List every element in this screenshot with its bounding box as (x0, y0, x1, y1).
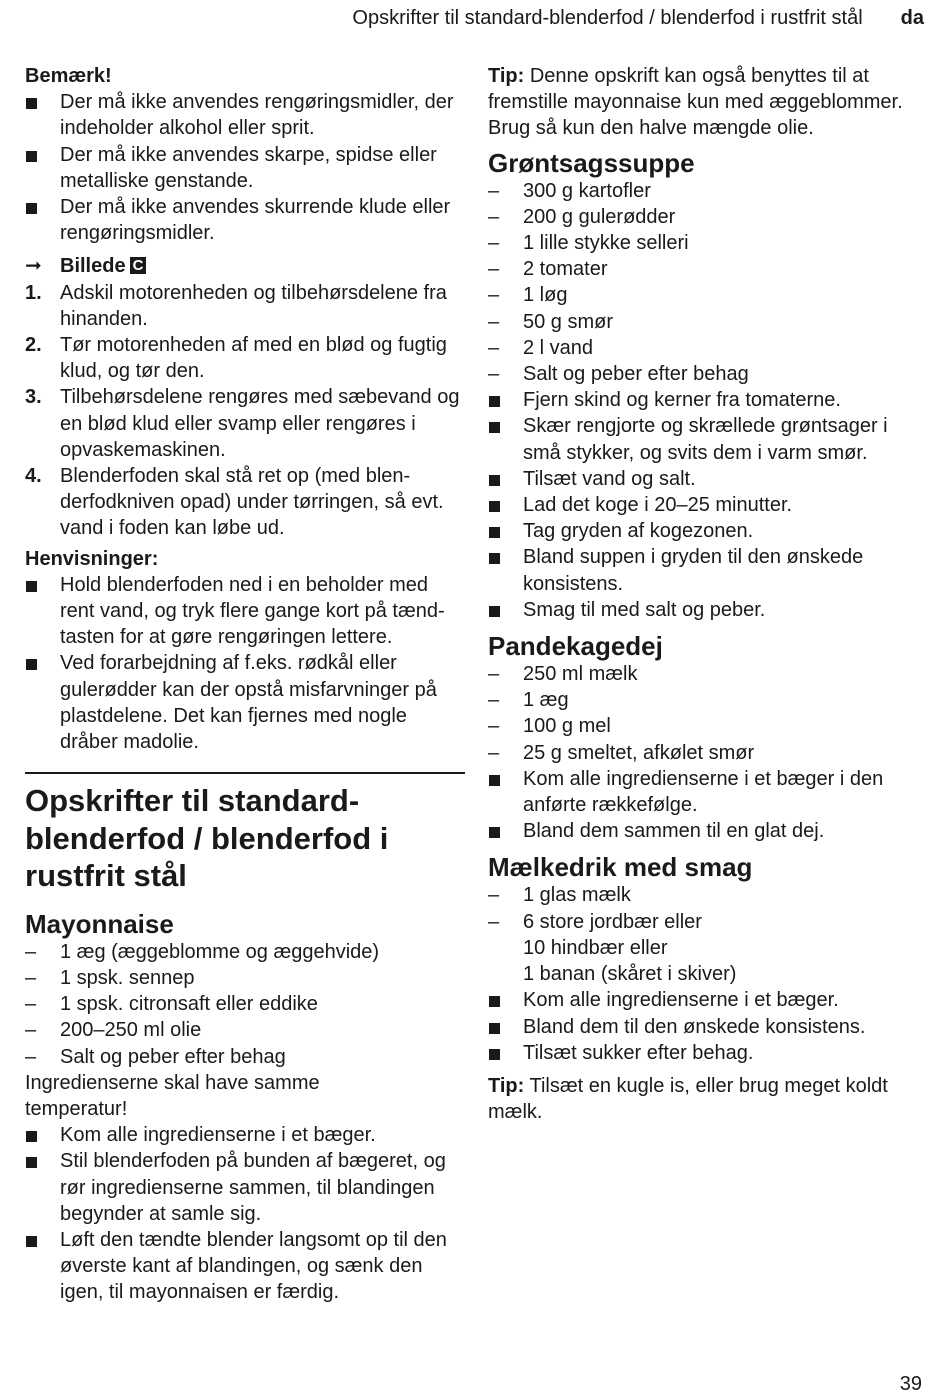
right-column (488, 63, 928, 1125)
step-number: 3. (25, 386, 42, 409)
ingredient-item (25, 939, 465, 965)
arrow-right-icon: ➞ (25, 255, 42, 278)
figure-letter-badge: C (130, 257, 147, 274)
mayonnaise-note: Ingredienserne skal have samme temperatur! (25, 1071, 320, 1120)
recipe-title-milkshake: Mælkedrik med smag (488, 852, 753, 883)
list-item (25, 194, 465, 246)
dash-marker: – (25, 1019, 37, 1042)
step-item (25, 384, 465, 463)
ingredient-item (488, 882, 928, 908)
ingredient-text: 200 g gulerødder (523, 205, 676, 228)
step-number: 4. (25, 465, 42, 488)
ingredient-item (25, 1017, 465, 1043)
ingredient-item (488, 178, 928, 204)
dash-marker: – (488, 910, 500, 933)
dash-marker: – (25, 966, 37, 989)
dash-marker: – (25, 940, 37, 963)
step-item (25, 1122, 465, 1148)
step-item (25, 463, 465, 542)
ingredient-item (488, 661, 928, 687)
dash-marker: – (25, 1045, 37, 1068)
ingredient-text: 200–250 ml olie (60, 1019, 202, 1042)
dash-marker: – (488, 232, 500, 255)
square-bullet-icon (26, 659, 37, 670)
language-code: da (900, 7, 924, 29)
step-item (488, 518, 928, 544)
dash-marker: – (488, 689, 500, 712)
ingredient-item (488, 909, 928, 935)
step-text: Bland dem sammen til en glat dej. (523, 820, 825, 843)
step-item (488, 597, 928, 623)
square-bullet-icon (489, 1049, 500, 1060)
tip-mayonnaise (488, 63, 928, 142)
step-text: Kom alle ingredienserne i et bæger. (60, 1124, 376, 1147)
step-text: Lad det koge i 20–25 minutter. (523, 494, 793, 517)
ingredient-text: Salt og peber efter behag (60, 1045, 286, 1068)
ingredient-continuation (488, 961, 928, 987)
step-text: Bland suppen i gryden til den ønskede konsistens. (523, 546, 864, 595)
square-bullet-icon (26, 1236, 37, 1247)
ingredient-text: 100 g mel (523, 715, 611, 738)
step-text: Tilsæt sukker efter behag. (523, 1041, 754, 1064)
note-heading: Bemærk! (25, 65, 112, 87)
ingredient-text: 10 hindbær eller (523, 936, 668, 959)
step-item (488, 1040, 928, 1066)
ingredient-text: 1 æg (æggeblomme og æggehvide) (60, 940, 380, 963)
step-text: Smag til med salt og peber. (523, 598, 766, 621)
step-item (488, 987, 928, 1013)
ingredient-text: 1 løg (523, 284, 568, 307)
square-bullet-icon (489, 527, 500, 538)
step-text: Bland dem til den ønskede konsistens. (523, 1015, 866, 1038)
ingredient-text: 50 g smør (523, 310, 614, 333)
dash-marker: – (488, 715, 500, 738)
ingredient-text: 1 banan (skåret i skiver) (523, 963, 737, 986)
hints-heading: Henvisninger: (25, 547, 159, 570)
ingredient-text: 1 spsk. sennep (60, 966, 195, 989)
ingredient-text: 1 spsk. citronsaft eller eddike (60, 993, 318, 1016)
list-item (25, 572, 465, 651)
ingredient-item (25, 965, 465, 991)
dash-marker: – (488, 205, 500, 228)
note-text: Der må ikke anvendes rengøringsmidler, der indeholder alkohol eller sprit. (60, 91, 454, 140)
ingredient-item (488, 230, 928, 256)
square-bullet-icon (26, 1131, 37, 1142)
dash-marker: – (488, 336, 500, 359)
note-text: Der må ikke anvendes skarpe, spidse eller metalliske genstande. (60, 143, 437, 192)
ingredient-item (488, 335, 928, 361)
square-bullet-icon (489, 775, 500, 786)
header-title: Opskrifter til standard-blenderfod / blenderfod i rustfrit stål (352, 7, 863, 29)
step-item (488, 1014, 928, 1040)
left-column (25, 63, 465, 1306)
dash-marker: – (488, 741, 500, 764)
step-item (488, 492, 928, 518)
step-text: Kom alle ingredienserne i et bæger i den anførte rækkefølge. (523, 767, 884, 817)
square-bullet-icon (489, 553, 500, 564)
recipe-title-pancake: Pandekagedej (488, 631, 663, 662)
dash-marker: – (488, 363, 500, 386)
step-item (25, 1227, 465, 1306)
note-text: Der må ikke anvendes skurrende klude eller rengøringsmidler. (60, 196, 451, 245)
ingredient-text: 250 ml mælk (523, 663, 638, 686)
step-text: Tør motorenheden af med en blød og fugtig klud, og tør den. (60, 334, 447, 383)
hint-text: Hold blenderfoden ned i en beholder med rent vand, og tryk flere gange kort på tænd-tasten for at gøre rengøringen lettere. (60, 573, 445, 649)
square-bullet-icon (489, 396, 500, 407)
square-bullet-icon (489, 501, 500, 512)
ingredient-item (488, 713, 928, 739)
figure-reference (25, 253, 465, 279)
square-bullet-icon (26, 581, 37, 592)
step-item (488, 466, 928, 492)
figure-label: Billede (60, 255, 126, 278)
tip-label: Tip: (488, 65, 525, 87)
dash-marker: – (488, 884, 500, 907)
square-bullet-icon (489, 827, 500, 838)
ingredient-item (488, 282, 928, 308)
step-item (25, 1148, 465, 1227)
step-item (488, 766, 928, 818)
section-title: Opskrifter til standard-blenderfod / blenderfod i rustfrit stål (25, 783, 389, 894)
step-item (488, 387, 928, 413)
tip-milkshake (488, 1073, 928, 1125)
step-text: Tilsæt vand og salt. (523, 467, 696, 490)
square-bullet-icon (489, 422, 500, 433)
square-bullet-icon (489, 606, 500, 617)
square-bullet-icon (26, 1157, 37, 1168)
square-bullet-icon (26, 203, 37, 214)
ingredient-item (488, 740, 928, 766)
ingredient-item (488, 309, 928, 335)
dash-marker: – (488, 310, 500, 333)
ingredient-text: 300 g kartofler (523, 179, 651, 202)
list-item (25, 89, 465, 141)
step-text: Fjern skind og kerner fra tomaterne. (523, 389, 841, 412)
hint-text: Ved forarbejdning af f.eks. rødkål eller gulerødder kan der opstå misfarvninger på plastdelene. Det kan fjernes med nogle dråber madolie. (60, 652, 437, 754)
section-divider (25, 772, 465, 774)
recipe-title-soup: Grøntsagssuppe (488, 147, 695, 178)
square-bullet-icon (489, 1023, 500, 1034)
step-text: Kom alle ingredienserne i et bæger. (523, 989, 839, 1012)
ingredient-item (488, 256, 928, 282)
step-text: Løft den tændte blender langsomt op til den øverste kant af blandingen, og sænk den igen, til mayonnaisen er færdig. (60, 1229, 447, 1304)
ingredient-item (488, 687, 928, 713)
dash-marker: – (488, 258, 500, 281)
ingredient-text: 1 lille stykke selleri (523, 232, 689, 255)
ingredient-item (25, 991, 465, 1017)
step-text: Blenderfoden skal stå ret op (med blenderfodkniven opad) under tørringen, så evt. vand i foden kan løbe ud. (60, 465, 444, 540)
step-item (25, 280, 465, 332)
list-item (25, 650, 465, 755)
ingredient-text: 1 æg (523, 689, 569, 712)
ingredient-text: 2 l vand (523, 336, 594, 359)
tip-label: Tip: (488, 1074, 525, 1097)
step-item (488, 544, 928, 596)
running-header (352, 5, 924, 31)
ingredient-text: 25 g smeltet, afkølet smør (523, 741, 755, 764)
ingredient-item (488, 361, 928, 387)
ingredient-text: 1 glas mælk (523, 884, 631, 907)
ingredient-item (25, 1044, 465, 1070)
tip-text: Denne opskrift kan også benyttes til at fremstille mayonnaise kun med æggeblommer. Brug så kun den halve mængde olie. (488, 65, 903, 140)
step-item (25, 332, 465, 384)
ingredient-item (488, 204, 928, 230)
step-text: Stil blenderfoden på bunden af bægeret, og rør ingredienserne sammen, til blandingen begynder at samle sig. (60, 1150, 446, 1225)
ingredient-continuation (488, 935, 928, 961)
step-text: Tilbehørsdelene rengøres med sæbevand og en blød klud eller svamp eller rengøres i opvaskemaskinen. (60, 386, 460, 461)
step-item (488, 413, 928, 465)
ingredient-text: 6 store jordbær eller (523, 910, 702, 933)
square-bullet-icon (26, 98, 37, 109)
step-number: 2. (25, 334, 42, 357)
recipe-title-mayonnaise: Mayonnaise (25, 908, 174, 939)
square-bullet-icon (26, 151, 37, 162)
dash-marker: – (488, 284, 500, 307)
ingredient-text: Salt og peber efter behag (523, 363, 749, 386)
dash-marker: – (25, 993, 37, 1016)
dash-marker: – (488, 179, 500, 202)
step-text: Adskil motorenheden og tilbehørsdelene fra hinanden. (60, 281, 447, 330)
ingredient-text: 2 tomater (523, 258, 608, 281)
dash-marker: – (488, 663, 500, 686)
square-bullet-icon (489, 996, 500, 1007)
step-item (488, 818, 928, 844)
step-number: 1. (25, 281, 42, 304)
square-bullet-icon (489, 475, 500, 486)
step-text: Tag gryden af kogezonen. (523, 520, 754, 543)
page-number: 39 (899, 1373, 922, 1395)
tip-text: Tilsæt en kugle is, eller brug meget koldt mælk. (488, 1074, 888, 1124)
list-item (25, 142, 465, 194)
step-text: Skær rengjorte og skrællede grøntsager i små stykker, og svits dem i varm smør. (523, 415, 888, 464)
